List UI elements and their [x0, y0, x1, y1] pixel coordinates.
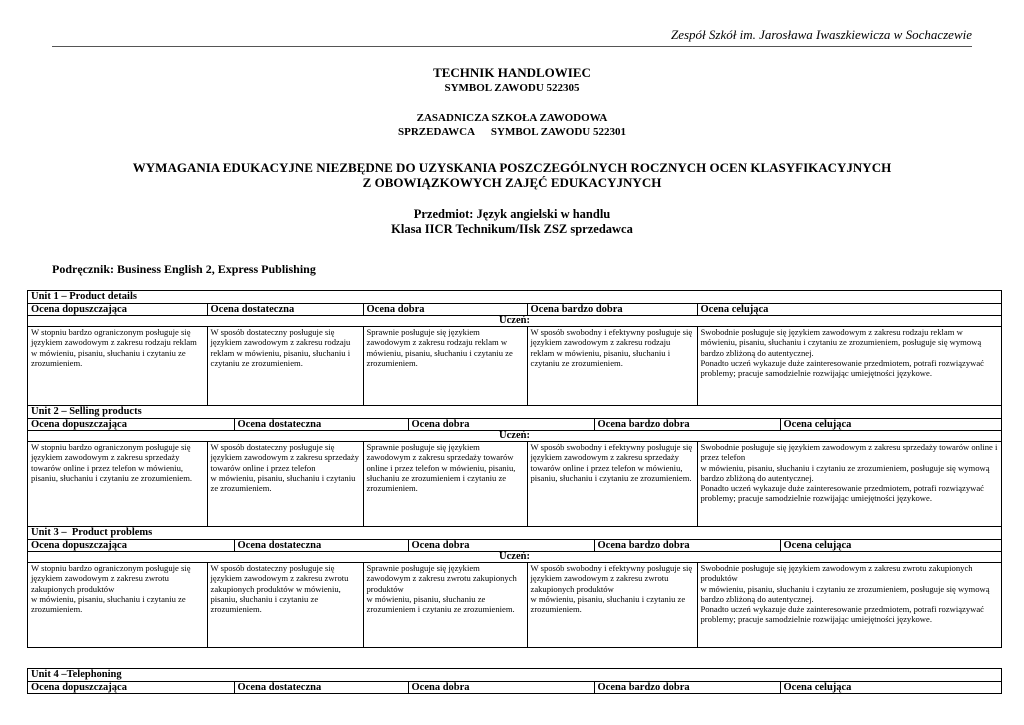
requirement-cell: W stopniu bardzo ograniczonym posługuje się językiem zawodowym z zakresu sprzedaży towarów online i przez telefon w mówieniu, pisaniu, słuchaniu i czytaniu ze zrozumieniem.	[31, 442, 193, 483]
requirement-cell: W sposób swobodny i efektywny posługuje się językiem zawodowym z zakresu rodzaju reklam w mówieniu, pisaniu, słuchaniu i czytaniu ze zrozumieniem.	[527, 327, 697, 405]
unit-title: Unit 4 –Telephoning	[28, 669, 1002, 682]
grade-header: Ocena dostateczna	[234, 682, 408, 693]
requirement-cell: W sposób dostateczny posługuje się językiem zawodowym z zakresu zwrotu zakupionych produktów w mówieniu, pisaniu, słuchaniu i czytaniu ze zrozumieniem.	[207, 563, 363, 647]
grade-header: Ocena dostateczna	[234, 419, 408, 430]
class-name: Klasa IICR Technikum/IIsk ZSZ sprzedawca	[391, 222, 633, 236]
requirements-table	[27, 290, 1001, 694]
grade-header: Ocena dobra	[408, 540, 594, 551]
subject: Przedmiot: Język angielski w handlu	[413, 207, 611, 221]
grade-header: Ocena dobra	[408, 682, 594, 693]
grade-header: Ocena bardzo dobra	[594, 682, 780, 693]
doc-title: TECHNIK HANDLOWIEC	[433, 65, 591, 80]
grade-header: Ocena celująca	[780, 419, 1002, 430]
grade-header: Ocena dostateczna	[234, 540, 408, 551]
grade-header: Ocena celująca	[780, 540, 1002, 551]
grade-header: Ocena celująca	[780, 682, 1002, 693]
doc-subtitle: SYMBOL ZAWODU 522305	[444, 82, 580, 94]
unit-title: Unit 3 – Product problems	[28, 527, 1002, 540]
requirement-cell: Swobodnie posługuje się językiem zawodowym z zakresu rodzaju reklam w mówieniu, pisaniu, słuchaniu i czytaniu ze zrozumieniem, posługuje się wymową bardzo zbliżoną do autentycznej. Ponadto uczeń wykazuje duże zainteresowanie przedmiotem, potrafi rozwiązywać problemy; pracuje samodzielnie rozwijając umiejętności językowe.	[697, 327, 1002, 405]
requirement-cell: W stopniu bardzo ograniczonym posługuje się językiem zawodowym z zakresu rodzaju reklam w mówieniu, pisaniu, słuchaniu i czytaniu ze zrozumieniem.	[31, 327, 197, 368]
grade-header: Ocena dopuszczająca	[31, 540, 127, 551]
requirement-cell: W sposób dostateczny posługuje się językiem zawodowym z zakresu sprzedaży towarów online i przez telefon w mówieniu, pisaniu, słuchaniu i czytaniu ze zrozumieniem.	[207, 442, 363, 526]
requirements-heading-2: Z OBOWIĄZKOWYCH ZAJĘĆ EDUKACYJNYCH	[362, 175, 662, 190]
unit-title: Unit 1 – Product details	[28, 291, 1002, 304]
table-gap	[28, 648, 1002, 669]
requirements-heading: WYMAGANIA EDUKACYJNE NIEZBĘDNE DO UZYSKANIA POSZCZEGÓLNYCH ROCZNYCH OCEN KLASYFIKACYJNYCH	[132, 160, 892, 175]
requirement-cell: Swobodnie posługuje się językiem zawodowym z zakresu sprzedaży towarów online i przez telefon w mówieniu, pisaniu, słuchaniu i czytaniu ze zrozumieniem, posługuje się wymową bardzo zbliżoną do autentycznej. Ponadto uczeń wykazuje duże zainteresowanie przedmiotem, potrafi rozwiązywać problemy; pracuje samodzielnie rozwijając umiejętności językowe.	[697, 442, 1002, 526]
grade-header: Ocena dobra	[408, 419, 594, 430]
grade-header: Ocena dopuszczająca	[31, 419, 127, 430]
requirement-cell: W sposób swobodny i efektywny posługuje się językiem zawodowym z zakresu sprzedaży towarów online i przez telefon w mówieniu, pisaniu, słuchaniu i czytaniu ze zrozumieniem.	[527, 442, 697, 526]
uczen-label: Uczeń:	[28, 316, 1002, 327]
uczen-label: Uczeń:	[28, 431, 1002, 442]
requirement-cell: W stopniu bardzo ograniczonym posługuje się językiem zawodowym z zakresu zwrotu zakupionych produktów w mówieniu, pisaniu, słuchaniu i czytaniu ze zrozumieniem.	[31, 563, 191, 615]
handbook: Podręcznik: Business English 2, Express Publishing	[52, 262, 316, 276]
grade-header: Ocena bardzo dobra	[527, 304, 697, 315]
requirement-cell: W sposób swobodny i efektywny posługuje się językiem zawodowym z zakresu zwrotu zakupionych produktów w mówieniu, pisaniu, słuchaniu i czytaniu ze zrozumieniem.	[527, 563, 697, 647]
requirement-cell: Sprawnie posługuje się językiem zawodowym z zakresu zwrotu zakupionych produktów w mówieniu, pisaniu, słuchaniu ze zrozumieniem i czytaniu ze zrozumieniem.	[363, 563, 527, 647]
unit-title: Unit 2 – Selling products	[28, 406, 1002, 419]
school-name: Zespół Szkół im. Jarosława Iwaszkiewicza w Sochaczewie	[670, 27, 972, 42]
grade-header: Ocena dobra	[363, 304, 527, 315]
requirement-cell: Sprawnie posługuje się językiem zawodowym z zakresu sprzedaży towarów online i przez telefon w mówieniu, pisaniu, słuchaniu ze zrozumieniem i czytaniu ze zrozumieniem.	[363, 442, 527, 526]
profession-symbol: SPRZEDAWCA SYMBOL ZAWODU 522301	[398, 126, 626, 138]
grade-header: Ocena bardzo dobra	[594, 419, 780, 430]
grade-header: Ocena dopuszczająca	[31, 682, 127, 693]
grade-header: Ocena dostateczna	[207, 304, 363, 315]
requirement-cell: W sposób dostateczny posługuje się językiem zawodowym z zakresu rodzaju reklam w mówieniu, pisaniu, słuchaniu i czytaniu ze zrozumieniem.	[207, 327, 363, 405]
grade-header: Ocena celująca	[697, 304, 1002, 315]
grade-header: Ocena dopuszczająca	[31, 304, 127, 315]
requirement-cell: Swobodnie posługuje się językiem zawodowym z zakresu zwrotu zakupionych produktów w mówieniu, pisaniu, słuchaniu i czytaniu ze zrozumieniem, posługuje się wymową bardzo zbliżoną do autentycznej. Ponadto uczeń wykazuje duże zainteresowanie przedmiotem, potrafi rozwiązywać problemy; pracuje samodzielnie rozwijając umiejętności językowe.	[697, 563, 1002, 647]
uczen-label: Uczeń:	[28, 552, 1002, 563]
header-divider	[52, 46, 972, 47]
grade-header: Ocena bardzo dobra	[594, 540, 780, 551]
school-type: ZASADNICZA SZKOŁA ZAWODOWA	[416, 112, 608, 124]
requirement-cell: Sprawnie posługuje się językiem zawodowym z zakresu rodzaju reklam w mówieniu, pisaniu, słuchaniu i czytaniu ze zrozumieniem.	[363, 327, 527, 405]
